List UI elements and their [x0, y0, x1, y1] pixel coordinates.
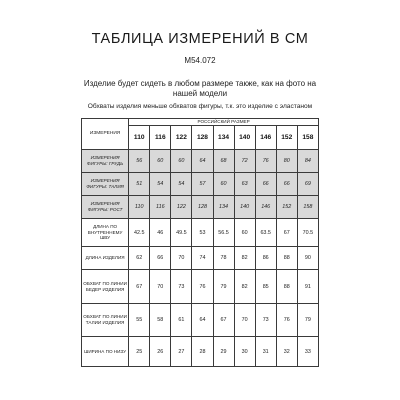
measurement-cell: 67	[129, 270, 150, 304]
measurement-cell: 54	[150, 173, 171, 196]
measurement-cell: 88	[276, 270, 297, 304]
measurement-cell: 80	[276, 150, 297, 173]
measurement-row	[82, 247, 319, 270]
measurement-row	[82, 270, 319, 304]
measurement-cell: 69	[297, 173, 318, 196]
size-header-cell: 128	[192, 126, 213, 150]
measurement-cell: 73	[255, 304, 276, 337]
measurement-cell: 70.5	[297, 219, 318, 247]
measurement-cell: 57	[192, 173, 213, 196]
row-label: ШИРИНА ПО НИЗУ	[82, 337, 129, 367]
girth-note: Обхваты изделия меньше обхватов фигуры, т.к. это изделие с эластаном	[87, 103, 313, 110]
measurement-cell: 91	[297, 270, 318, 304]
size-group-header: РОССИЙСКИЙ РАЗМЕР	[129, 119, 319, 126]
measurement-cell: 76	[276, 304, 297, 337]
size-header-cell: 158	[297, 126, 318, 150]
size-header-cell: 134	[213, 126, 234, 150]
measurement-cell: 53	[192, 219, 213, 247]
measurement-cell: 70	[150, 270, 171, 304]
row-label: ИЗМЕРЕНИЯ ФИГУРЫ: ТАЛИЯ	[82, 173, 129, 196]
size-header-cell: 110	[129, 126, 150, 150]
measurement-cell: 60	[213, 173, 234, 196]
measurement-cell: 67	[276, 219, 297, 247]
measurement-cell: 33	[297, 337, 318, 367]
measurement-row	[82, 219, 319, 247]
measurement-cell: 46	[150, 219, 171, 247]
measurement-cell: 67	[213, 304, 234, 337]
measurement-cell: 63	[234, 173, 255, 196]
measurement-cell: 60	[171, 150, 192, 173]
size-table-body	[82, 119, 319, 367]
measurement-cell: 68	[213, 150, 234, 173]
fit-note	[60, 79, 340, 99]
measurement-cell: 79	[297, 304, 318, 337]
measurement-cell: 110	[129, 196, 150, 219]
row-label: ИЗМЕРЕНИЯ ФИГУРЫ: ГРУДЬ	[82, 150, 129, 173]
measurement-cell: 29	[213, 337, 234, 367]
measurement-cell: 27	[171, 337, 192, 367]
size-header-cell: 152	[276, 126, 297, 150]
row-label: ДЛИНА ИЗДЕЛИЯ	[82, 247, 129, 270]
measurement-cell: 70	[171, 247, 192, 270]
measurement-cell: 152	[276, 196, 297, 219]
measurement-cell: 79	[213, 270, 234, 304]
measurement-cell: 90	[297, 247, 318, 270]
measurement-cell: 55	[129, 304, 150, 337]
measurement-cell: 76	[192, 270, 213, 304]
measurement-cell: 88	[276, 247, 297, 270]
measurement-cell: 64	[192, 150, 213, 173]
measurement-cell: 134	[213, 196, 234, 219]
row-label: ОБХВАТ ПО ЛИНИИ ТАЛИИ ИЗДЕЛИЯ	[82, 304, 129, 337]
corner-label: ИЗМЕРЕНИЯ	[82, 119, 129, 150]
measurement-cell: 58	[150, 304, 171, 337]
size-header-cell: 116	[150, 126, 171, 150]
measurement-cell: 31	[255, 337, 276, 367]
measurement-cell: 84	[297, 150, 318, 173]
measurement-cell: 72	[234, 150, 255, 173]
measurement-row	[82, 150, 319, 173]
measurement-cell: 66	[255, 173, 276, 196]
size-header-cell: 122	[171, 126, 192, 150]
measurement-cell: 146	[255, 196, 276, 219]
measurement-cell: 42.5	[129, 219, 150, 247]
measurement-cell: 54	[171, 173, 192, 196]
measurement-cell: 62	[129, 247, 150, 270]
measurement-cell: 66	[276, 173, 297, 196]
measurement-cell: 82	[234, 247, 255, 270]
fit-note-line-1: Изделие будет сидеть в любом размере также, как на фото на	[83, 79, 317, 88]
size-header-cell: 140	[234, 126, 255, 150]
measurement-row	[82, 196, 319, 219]
measurement-cell: 74	[192, 247, 213, 270]
measurement-cell: 140	[234, 196, 255, 219]
measurement-cell: 61	[171, 304, 192, 337]
measurement-cell: 85	[255, 270, 276, 304]
measurement-cell: 86	[255, 247, 276, 270]
measurement-cell: 70	[234, 304, 255, 337]
measurement-cell: 128	[192, 196, 213, 219]
size-header-row	[82, 119, 319, 126]
fit-note-line-2: нашей модели	[172, 89, 228, 98]
measurement-cell: 51	[129, 173, 150, 196]
measurement-cell: 28	[192, 337, 213, 367]
measurement-cell: 82	[234, 270, 255, 304]
measurement-cell: 25	[129, 337, 150, 367]
measurement-row	[82, 173, 319, 196]
measurement-cell: 56.5	[213, 219, 234, 247]
measurement-cell: 30	[234, 337, 255, 367]
row-label: ИЗМЕРЕНИЯ ФИГУРЫ: РОСТ	[82, 196, 129, 219]
size-table	[81, 118, 319, 367]
measurement-cell: 63.5	[255, 219, 276, 247]
page-title: ТАБЛИЦА ИЗМЕРЕНИЙ В СМ	[91, 31, 309, 47]
measurement-cell: 26	[150, 337, 171, 367]
measurement-cell: 73	[171, 270, 192, 304]
measurement-cell: 32	[276, 337, 297, 367]
measurement-cell: 158	[297, 196, 318, 219]
measurement-row	[82, 304, 319, 337]
measurement-cell: 76	[255, 150, 276, 173]
size-header-cell: 146	[255, 126, 276, 150]
measurement-cell: 122	[171, 196, 192, 219]
measurement-cell: 49.5	[171, 219, 192, 247]
measurement-cell: 56	[129, 150, 150, 173]
measurement-cell: 66	[150, 247, 171, 270]
measurement-cell: 78	[213, 247, 234, 270]
model-code: M54.072	[184, 56, 216, 65]
measurement-cell: 116	[150, 196, 171, 219]
row-label: ДЛИНА ПО ВНУТРЕННЕМУ ШВУ	[82, 219, 129, 247]
row-label: ОБХВАТ ПО ЛИНИИ БЕДЕР ИЗДЕЛИЯ	[82, 270, 129, 304]
measurement-cell: 64	[192, 304, 213, 337]
measurement-cell: 60	[150, 150, 171, 173]
measurement-cell: 60	[234, 219, 255, 247]
measurement-row	[82, 337, 319, 367]
